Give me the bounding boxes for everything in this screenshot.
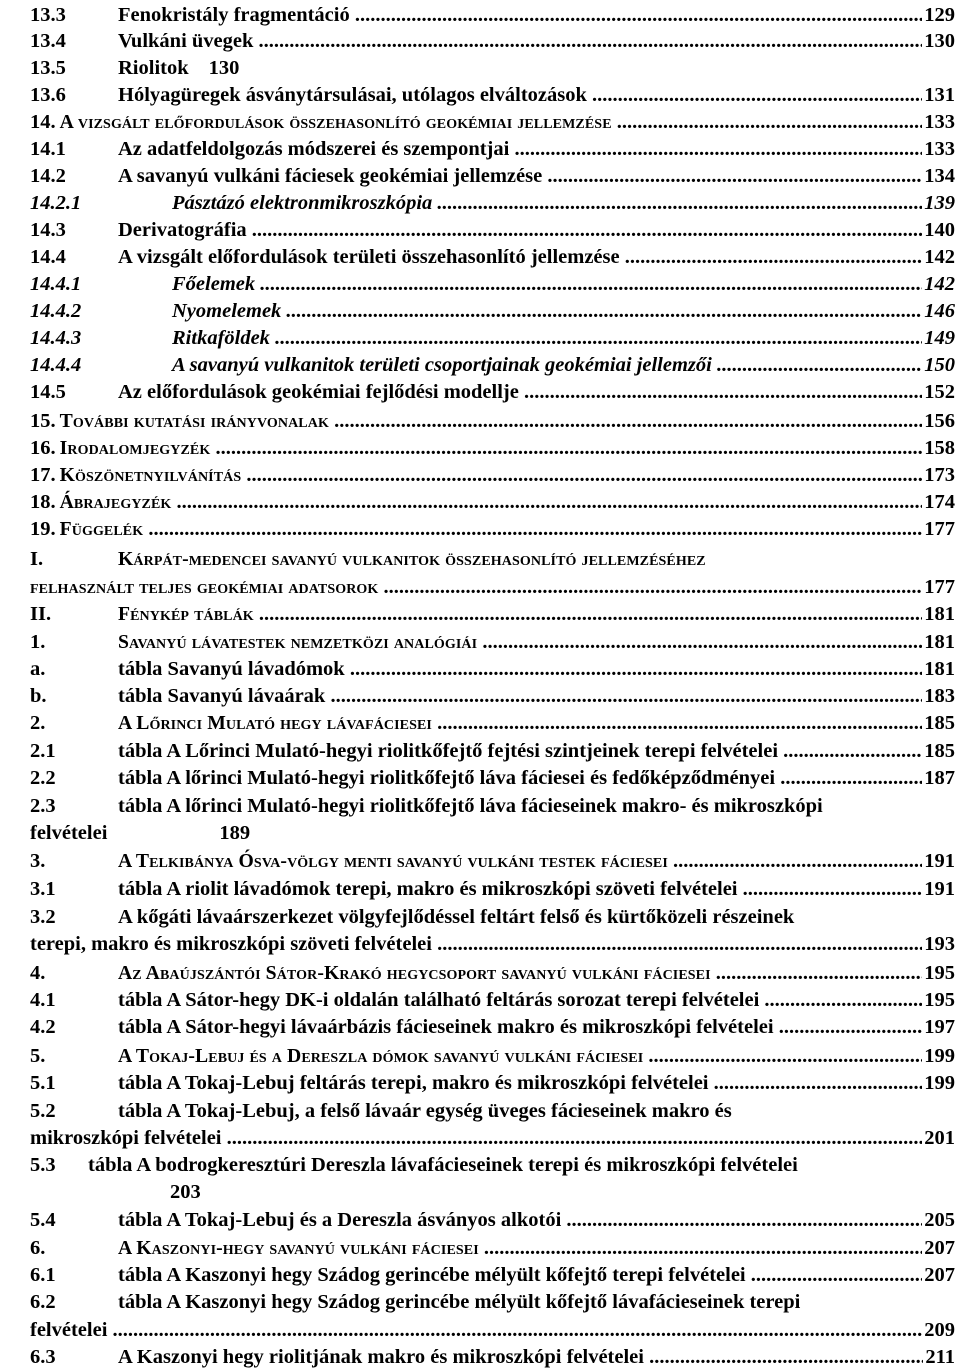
toc-entry-label xyxy=(30,960,922,987)
toc-entry xyxy=(30,1014,955,1041)
section-number: 14.4 xyxy=(30,246,66,268)
section-number: I. xyxy=(30,548,44,570)
section-title: A Lőrinci Mulató hegy lávafáciesei xyxy=(118,712,432,734)
toc-entry-label xyxy=(30,1207,922,1234)
toc-entry-label xyxy=(30,629,922,656)
page-number: 199 xyxy=(924,1072,955,1094)
page-number: 211 xyxy=(925,1346,955,1368)
toc-entry-label xyxy=(30,710,922,737)
toc-entry xyxy=(30,987,955,1014)
toc-entry-label xyxy=(30,1181,201,1203)
section-title: Függelék xyxy=(59,518,144,540)
page-number: 150 xyxy=(924,354,955,376)
section-number: 13.4 xyxy=(30,30,66,52)
section-number: 14.5 xyxy=(30,381,66,403)
section-number: 4.1 xyxy=(30,989,56,1011)
toc-entry-label xyxy=(30,656,922,683)
toc-entry xyxy=(30,82,955,109)
page-number: 129 xyxy=(924,4,955,26)
section-title: felvételei xyxy=(30,822,108,844)
toc-entry xyxy=(30,352,955,379)
section-number: 14.4.1 xyxy=(30,273,82,295)
section-title: tábla A Tokaj-Lebuj feltárás terepi, makro és mikroszkópi felvételei xyxy=(118,1072,709,1094)
section-title: A kőgáti lávaárszerkezet völgyfejlődéssel feltárt felső és kürtőközeli részeinek xyxy=(118,906,795,928)
page-number: 181 xyxy=(924,603,955,625)
section-number: 5.2 xyxy=(30,1100,56,1122)
toc-entry xyxy=(30,379,955,406)
page-number: 158 xyxy=(924,437,955,459)
toc-entry-label xyxy=(30,2,922,29)
section-title: tábla A Kaszonyi hegy Szádog gerincébe mélyült kőfejtő terepi felvételei xyxy=(118,1264,746,1286)
page-number: 139 xyxy=(924,192,955,214)
page-number: 181 xyxy=(924,658,955,680)
section-number: 3.2 xyxy=(30,906,56,928)
section-number: 14.4.3 xyxy=(30,327,82,349)
toc-entry xyxy=(30,960,955,987)
toc-entry xyxy=(30,574,955,601)
toc-entry xyxy=(30,1043,955,1070)
toc-entry-label xyxy=(30,876,922,903)
toc-entry-label xyxy=(30,765,922,792)
section-number: 13.5 xyxy=(30,57,66,79)
section-title: Savanyú lávatestek nemzetközi analógiái xyxy=(118,631,478,653)
toc-entry-label xyxy=(30,1043,922,1070)
page-number: 131 xyxy=(924,84,955,106)
toc-entry xyxy=(30,462,955,489)
toc-entry xyxy=(30,217,955,244)
section-number: a. xyxy=(30,658,46,680)
toc-entry-label xyxy=(30,906,794,928)
toc-entry-label xyxy=(30,1291,800,1313)
section-number: 14.4.4 xyxy=(30,354,82,376)
section-title: tábla A Lőrinci Mulató-hegyi riolitkőfejtő fejtési szintjeinek terepi felvételei xyxy=(118,740,779,762)
page-number: 174 xyxy=(924,491,955,513)
toc-entry xyxy=(30,710,955,737)
page-number: 185 xyxy=(924,740,955,762)
toc-entry xyxy=(30,190,955,217)
section-title: Köszönetnyilvánítás xyxy=(59,464,242,486)
toc-entry xyxy=(30,738,955,765)
toc-entry-label xyxy=(30,271,922,298)
toc-entry-label xyxy=(30,352,922,379)
toc-entry-label xyxy=(30,1317,922,1344)
toc-entry-label xyxy=(30,462,922,489)
section-title: Főelemek xyxy=(172,273,256,295)
section-title: Pásztázó elektronmikroszkópia xyxy=(172,192,433,214)
section-title: A savanyú vulkanitok területi csoportjainak geokémiai jellemzői xyxy=(172,354,712,376)
toc-entry-label xyxy=(30,1154,798,1176)
page-number: 197 xyxy=(924,1016,955,1038)
page-number: 173 xyxy=(924,464,955,486)
section-title: tábla A Tokaj-Lebuj, a felső lávaár egység üveges fácieseinek makro és xyxy=(118,1100,732,1122)
section-title: tábla A Kaszonyi hegy Szádog gerincébe mélyült kőfejtő lávafácieseinek terepi xyxy=(118,1291,801,1313)
section-title: Ábrajegyzék xyxy=(59,491,172,513)
section-title: A vizsgált előfordulások összehasonlító geokémiai jellemzése xyxy=(59,111,612,133)
section-title: tábla A lőrinci Mulató-hegyi riolitkőfejtő láva fáciesei és fedőképződményei xyxy=(118,767,776,789)
page-number: 191 xyxy=(924,850,955,872)
page-number: 152 xyxy=(924,381,955,403)
toc-entry-label xyxy=(30,28,922,55)
section-title: Ritkaföldek xyxy=(172,327,270,349)
toc-entry xyxy=(30,629,955,656)
page-number: 177 xyxy=(924,576,955,598)
toc-entry-label xyxy=(30,1014,922,1041)
section-title: tábla A riolit lávadómok terepi, makro és mikroszkópi szöveti felvételei xyxy=(118,878,738,900)
page-number: 187 xyxy=(924,767,955,789)
section-title: mikroszkópi felvételei xyxy=(30,1127,222,1149)
section-title: Fenokristály fragmentáció xyxy=(118,4,350,26)
section-title: A vizsgált előfordulások területi összehasonlító jellemzése xyxy=(118,246,620,268)
toc-entry-label xyxy=(30,822,107,844)
section-title: A savanyú vulkáni fáciesek geokémiai jellemzése xyxy=(118,165,543,187)
section-title: tábla Savanyú lávaárak xyxy=(118,685,326,707)
toc-entry-label xyxy=(30,738,922,765)
toc-entry xyxy=(30,656,955,683)
toc-entry xyxy=(30,1098,955,1125)
section-title: tábla A bodrogkeresztúri Dereszla lávafácieseinek terepi és mikroszkópi felvételei xyxy=(88,1154,798,1176)
toc-entry-label xyxy=(30,795,823,817)
section-number: 14.1 xyxy=(30,138,66,160)
section-number: 14.2.1 xyxy=(30,192,82,214)
section-number: 4.2 xyxy=(30,1016,56,1038)
section-title: 203 xyxy=(170,1181,201,1203)
section-number: 5. xyxy=(30,1045,46,1067)
section-title: tábla A lőrinci Mulató-hegyi riolitkőfejtő láva fácieseinek makro- és mikroszkópi xyxy=(118,795,823,817)
toc-entry-label xyxy=(30,548,706,570)
toc-entry xyxy=(30,931,955,958)
section-title: Kárpát-medencei savanyú vulkanitok összehasonlító jellemzéséhez xyxy=(118,548,706,570)
toc-entry-label xyxy=(30,325,922,352)
section-title: További kutatási irányvonalak xyxy=(59,410,329,432)
toc-entry xyxy=(30,55,955,82)
toc-entry-label xyxy=(30,109,922,136)
toc-entry xyxy=(30,28,955,55)
section-title: Derivatográfia xyxy=(118,219,247,241)
section-title: felvételei xyxy=(30,1319,108,1341)
toc-entry xyxy=(30,601,955,628)
section-number: b. xyxy=(30,685,47,707)
toc-entry xyxy=(30,516,955,543)
toc-entry-label xyxy=(30,489,922,516)
page-number: 142 xyxy=(924,273,955,295)
section-title: terepi, makro és mikroszkópi szöveti felvételei xyxy=(30,933,432,955)
page-number: 149 xyxy=(924,327,955,349)
toc-entry xyxy=(30,1262,955,1289)
section-title: Fénykép táblák xyxy=(118,603,254,625)
toc-entry xyxy=(30,163,955,190)
section-number: 3.1 xyxy=(30,878,56,900)
toc-entry-label xyxy=(30,163,922,190)
section-number: 13.3 xyxy=(30,4,66,26)
toc-entry-label xyxy=(30,574,922,601)
page-number: 209 xyxy=(924,1319,955,1341)
toc-entry xyxy=(30,408,955,435)
toc-entry xyxy=(30,1152,955,1179)
toc-entry xyxy=(30,325,955,352)
section-number: 6.2 xyxy=(30,1291,56,1313)
page-number: 156 xyxy=(924,410,955,432)
page-number: 133 xyxy=(924,111,955,133)
section-title: felhasznált teljes geokémiai adatsorok xyxy=(30,576,379,598)
toc-entry-label xyxy=(30,516,922,543)
section-title: Az Abaújszántói Sátor-Krakó hegycsoport savanyú vulkáni fáciesei xyxy=(118,962,711,984)
toc-entry xyxy=(30,435,955,462)
toc-entry-label xyxy=(30,987,922,1014)
toc-entry-label xyxy=(30,1100,732,1122)
section-title: tábla Savanyú lávadómok xyxy=(118,658,345,680)
section-title: A Kaszonyi hegy riolitjának makro és mikroszkópi felvételei xyxy=(118,1346,644,1368)
section-number: 2.3 xyxy=(30,795,56,817)
toc-entry-label xyxy=(30,601,922,628)
toc-entry xyxy=(30,136,955,163)
toc-entry xyxy=(30,1070,955,1097)
toc-entry xyxy=(30,848,955,875)
toc-entry xyxy=(30,489,955,516)
page-number: 130 xyxy=(924,30,955,52)
toc-entry-label xyxy=(30,136,922,163)
toc-entry xyxy=(30,1179,955,1206)
page-number: 142 xyxy=(924,246,955,268)
section-number: 1. xyxy=(30,631,46,653)
toc-entry-label xyxy=(30,217,922,244)
toc-entry xyxy=(30,793,955,820)
toc-entry xyxy=(30,683,955,710)
section-title: Az adatfeldolgozás módszerei és szempontjai xyxy=(118,138,510,160)
toc-entry-label xyxy=(30,1262,922,1289)
page-number: 195 xyxy=(924,989,955,1011)
section-number: 14.2 xyxy=(30,165,66,187)
section-title: Vulkáni üvegek xyxy=(118,30,254,52)
section-number: 14. xyxy=(30,111,56,133)
section-number: 5.1 xyxy=(30,1072,56,1094)
toc-entry-label xyxy=(30,435,922,462)
toc-entry xyxy=(30,1207,955,1234)
toc-entry xyxy=(30,904,955,931)
toc-entry-label xyxy=(30,57,189,79)
toc-entry xyxy=(30,876,955,903)
page-number: 207 xyxy=(924,1264,955,1286)
section-number: 6. xyxy=(30,1237,46,1259)
section-number: 2.2 xyxy=(30,767,56,789)
toc-entry-label xyxy=(30,408,922,435)
section-title: tábla A Sátor-hegy DK-i oldalán található feltárás sorozat terepi felvételei xyxy=(118,989,760,1011)
toc-entry xyxy=(30,1289,955,1316)
toc-entry xyxy=(30,271,955,298)
toc-entry-label xyxy=(30,1070,922,1097)
section-number: 4. xyxy=(30,962,46,984)
page-number: 195 xyxy=(924,962,955,984)
toc-entry xyxy=(30,2,955,29)
section-number: 5.4 xyxy=(30,1209,56,1231)
section-number: 15. xyxy=(30,410,56,432)
toc-entry xyxy=(30,109,955,136)
section-number: 2.1 xyxy=(30,740,56,762)
section-number: 2. xyxy=(30,712,46,734)
section-number: 18. xyxy=(30,491,56,513)
toc-entry-label xyxy=(30,190,922,217)
page-number: 191 xyxy=(924,878,955,900)
page-number: 193 xyxy=(924,933,955,955)
toc-entry-label xyxy=(30,82,922,109)
section-number: 5.3 xyxy=(30,1154,56,1176)
toc-entry-label xyxy=(30,244,922,271)
section-number: II. xyxy=(30,603,52,625)
page-number: 205 xyxy=(924,1209,955,1231)
toc-entry-label xyxy=(30,1235,922,1262)
toc-entry-label xyxy=(30,848,922,875)
section-number: 13.6 xyxy=(30,84,66,106)
page-number: 177 xyxy=(924,518,955,540)
toc-entry xyxy=(30,546,955,573)
page-number: 207 xyxy=(924,1237,955,1259)
toc-entry-label xyxy=(30,931,922,958)
toc-entry-label xyxy=(30,298,922,325)
section-number: 17. xyxy=(30,464,56,486)
section-number: 3. xyxy=(30,850,46,872)
page-number: 199 xyxy=(924,1045,955,1067)
toc-entry xyxy=(30,298,955,325)
page-number: 140 xyxy=(924,219,955,241)
section-title: Irodalomjegyzék xyxy=(59,437,211,459)
section-title: Nyomelemek xyxy=(172,300,282,322)
toc-entry-label xyxy=(30,683,922,710)
section-number: 16. xyxy=(30,437,56,459)
section-title: Riolitok xyxy=(118,57,189,79)
section-number: 6.3 xyxy=(30,1346,56,1368)
section-title: Hólyagüregek ásványtársulásai, utólagos elváltozások xyxy=(118,84,587,106)
toc-entry xyxy=(30,1235,955,1262)
page-number: 183 xyxy=(924,685,955,707)
section-title: tábla A Tokaj-Lebuj és a Dereszla ásványos alkotói xyxy=(118,1209,562,1231)
page-number: 181 xyxy=(924,631,955,653)
page-number: 134 xyxy=(924,165,955,187)
toc-entry-label xyxy=(30,1125,922,1152)
section-title: tábla A Sátor-hegyi lávaárbázis fácieseinek makro és mikroszkópi felvételei xyxy=(118,1016,774,1038)
toc-entry-label xyxy=(30,379,922,406)
section-title: Az előfordulások geokémiai fejlődési modellje xyxy=(118,381,519,403)
section-number: 6.1 xyxy=(30,1264,56,1286)
page-number: 130 xyxy=(208,57,240,79)
toc-entry xyxy=(30,244,955,271)
section-number: 19. xyxy=(30,518,56,540)
page-number: 146 xyxy=(924,300,955,322)
toc-entry xyxy=(30,765,955,792)
toc-entry xyxy=(30,1125,955,1152)
toc-entry xyxy=(30,1317,955,1344)
section-title: A Telkibánya Ósva-völgy menti savanyú vulkáni testek fáciesei xyxy=(118,850,668,872)
page-number: 189 xyxy=(219,822,251,844)
page-number: 185 xyxy=(924,712,955,734)
section-number: 14.3 xyxy=(30,219,66,241)
page-number: 201 xyxy=(924,1127,955,1149)
section-number: 14.4.2 xyxy=(30,300,82,322)
page-number: 133 xyxy=(924,138,955,160)
toc-entry xyxy=(30,820,955,847)
section-title: A Kaszonyi-hegy savanyú vulkáni fáciesei xyxy=(118,1237,479,1259)
section-title: A Tokaj-Lebuj és a Dereszla dómok savanyú vulkáni fáciesei xyxy=(118,1045,644,1067)
